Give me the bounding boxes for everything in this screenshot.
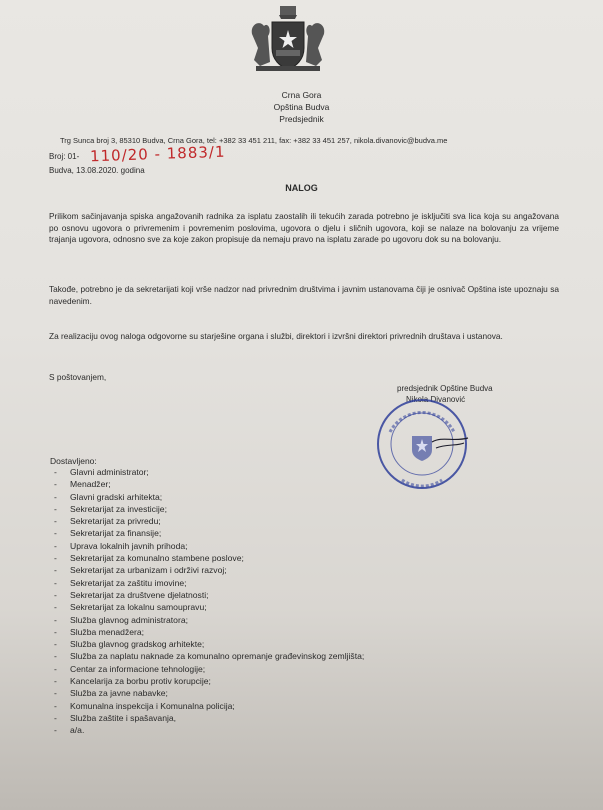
list-item: - Služba glavnog gradskog arhitekte; [54,639,205,650]
letterhead-office: Predsjednik [279,114,324,124]
list-item: - Sekretarijat za lokalnu samoupravu; [54,602,207,613]
letterhead-country: Crna Gora [281,90,322,100]
distribution-label: Dostavljeno: [50,456,97,466]
paragraph-1: Prilikom sačinjavanja spiska angažovanih radnika za isplatu zaostalih ili tekućih zarada potrebno je isključiti sva lica koja su angažovana po osnovu ugovora o privremenim i povremenim poslovima, ugovora o djelu i sličnih ugovora, koji se nalaze na bolovanju za vrijeme trajanja ugovora, odnosno sve za koje zakon propisuje da nemaju pravo na isplatu zarade po ugovoru dok su na bolovanju. [49,211,559,245]
list-item: - a/a. [54,725,85,736]
list-item: - Sekretarijat za društvene djelatnosti; [54,589,209,600]
list-item: - Služba za naplatu naknade za komunalno opremanje građevinskog zemljišta; [54,651,365,662]
coat-of-arms-icon [246,4,330,74]
list-item: - Kancelarija za borbu protiv korupcije; [54,676,211,687]
list-item: - Služba glavnog administratora; [54,614,188,625]
list-item: - Sekretarijat za investicije; [54,503,167,514]
list-item: - Glavni administrator; [54,467,149,477]
document-title: NALOG [285,183,318,193]
paragraph-2: Takođe, potrebno je da sekretarijati koji vrše nadzor nad privrednim društvima i javnim ustanovama čiji je osnivač Opština iste upoznaju sa navedenim. [49,284,559,306]
document-date: Budva, 13.08.2020. godina [49,166,145,175]
reference-number-label: Broj: 01- [49,152,80,161]
list-item: - Menadžer; [54,479,111,490]
signature-title: predsjednik Opštine Budva [397,384,493,393]
list-item: - Sekretarijat za privredu; [54,516,161,527]
letterhead-contact-line: Trg Sunca broj 3, 85310 Budva, Crna Gora, tel: +382 33 451 211, fax: +382 33 451 257, nikola.divanovic@budva.me [60,136,448,145]
list-item: - Sekretarijat za urbanizam i održivi razvoj; [54,565,227,576]
list-item: - Sekretarijat za finansije; [54,528,162,539]
list-item: - Služba menadžera; [54,626,145,637]
list-item: - Sekretarijat za komunalno stambene poslove; [54,553,244,564]
letterhead-municipality: Opština Budva [273,102,330,112]
list-item: - Glavni gradski arhitekta; [54,491,163,502]
handwritten-reference-number: 110/20 - 1883/1 [89,142,226,166]
signature-name: Nikola Divanović [406,395,466,404]
official-stamp-icon [372,392,472,492]
list-item: - Služba zaštite i spašavanja, [54,712,177,723]
closing-greeting: S poštovanjem, [49,372,107,382]
list-item: - Služba za javne nabavke; [54,688,168,699]
paragraph-3: Za realizaciju ovog naloga odgovorne su starješine organa i službi, direktori i izvršni direktori privrednih društava i ustanova. [49,331,503,341]
list-item: - Komunalna inspekcija i Komunalna policija; [54,700,235,711]
list-item: - Centar za informacione tehnologije; [54,663,206,674]
distribution-list [52,466,364,737]
list-item: - Sekretarijat za zaštitu imovine; [54,577,187,588]
list-item: - Uprava lokalnih javnih prihoda; [54,540,188,551]
